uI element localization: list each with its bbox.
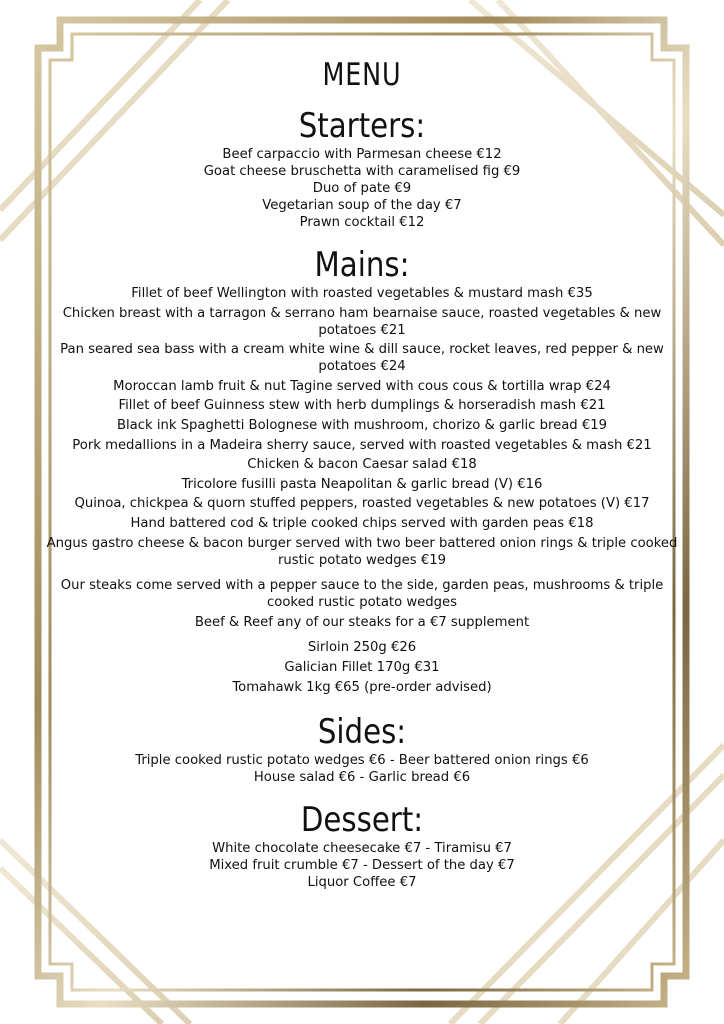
starter-item: Prawn cocktail €12 [299,215,425,230]
dessert-item: White chocolate cheesecake €7 - Tiramisu €7 [212,841,512,857]
steak-item: Galician Fillet 170g €31 [284,659,440,675]
dessert-heading: Dessert: [300,800,424,841]
side-item: Triple cooked rustic potato wedges €6 - Beer battered onion rings €6 [135,753,589,769]
main-item: Black ink Spaghetti Bolognese with mushroom, chorizo & garlic bread €19 [116,417,608,433]
dessert-item: Liquor Coffee €7 [307,875,417,891]
starters-list [40,146,684,231]
main-item: Fillet of beef Guinness stew with herb dumplings & horseradish mash €21 [118,398,606,414]
main-item: Moroccan lamb fruit & nut Tagine served with cous cous & tortilla wrap €24 [113,378,611,394]
steak-item: Sirloin 250g €26 [307,640,417,656]
starters-heading: Starters: [298,106,426,146]
main-item: Angus gastro cheese & bacon burger served with two beer battered onion rings & triple cooked rustic potato wedges €19 [46,535,678,568]
starter-item: Beef carpaccio with Parmesan cheese €12 [222,147,502,162]
steak-item: Tomahawk 1kg €65 (pre-order advised) [232,679,492,695]
menu-content [40,52,684,891]
starter-item: Duo of pate €9 [312,181,412,196]
dessert-item: Mixed fruit crumble €7 - Dessert of the day €7 [209,858,515,874]
main-item: Hand battered cod & triple cooked chips served with garden peas €18 [130,515,594,531]
main-item: Chicken & bacon Caesar salad €18 [247,457,477,473]
sides-list [40,752,684,786]
sides-heading: Sides: [317,712,407,753]
starter-item: Goat cheese bruschetta with caramelised fig €9 [203,164,521,179]
starter-item: Vegetarian soup of the day €7 [262,198,462,213]
menu-title: MENU [322,57,402,93]
mains-heading: Mains: [314,245,410,285]
mains-list [40,285,684,696]
main-item: Pork medallions in a Madeira sherry sauce, served with roasted vegetables & mash €21 [72,437,652,453]
main-item: Chicken breast with a tarragon & serrano ham bearnaise sauce, roasted vegetables & new potatoes €21 [62,305,662,338]
main-item: Quinoa, chickpea & quorn stuffed peppers, roasted vegetables & new potatoes (V) €17 [74,496,650,512]
steak-note: Our steaks come served with a pepper sauce to the side, garden peas, mushrooms & triple cooked rustic potato wedges [60,578,664,611]
main-item: Tricolore fusilli pasta Neapolitan & garlic bread (V) €16 [181,476,543,492]
main-item: Fillet of beef Wellington with roasted vegetables & mustard mash €35 [131,286,593,301]
main-item: Pan seared sea bass with a cream white wine & dill sauce, rocket leaves, red pepper & new potatoes €24 [60,342,664,375]
side-item: House salad €6 - Garlic bread €6 [253,770,471,786]
steak-supplement: Beef & Reef any of our steaks for a €7 supplement [194,614,530,630]
dessert-list [40,840,684,891]
